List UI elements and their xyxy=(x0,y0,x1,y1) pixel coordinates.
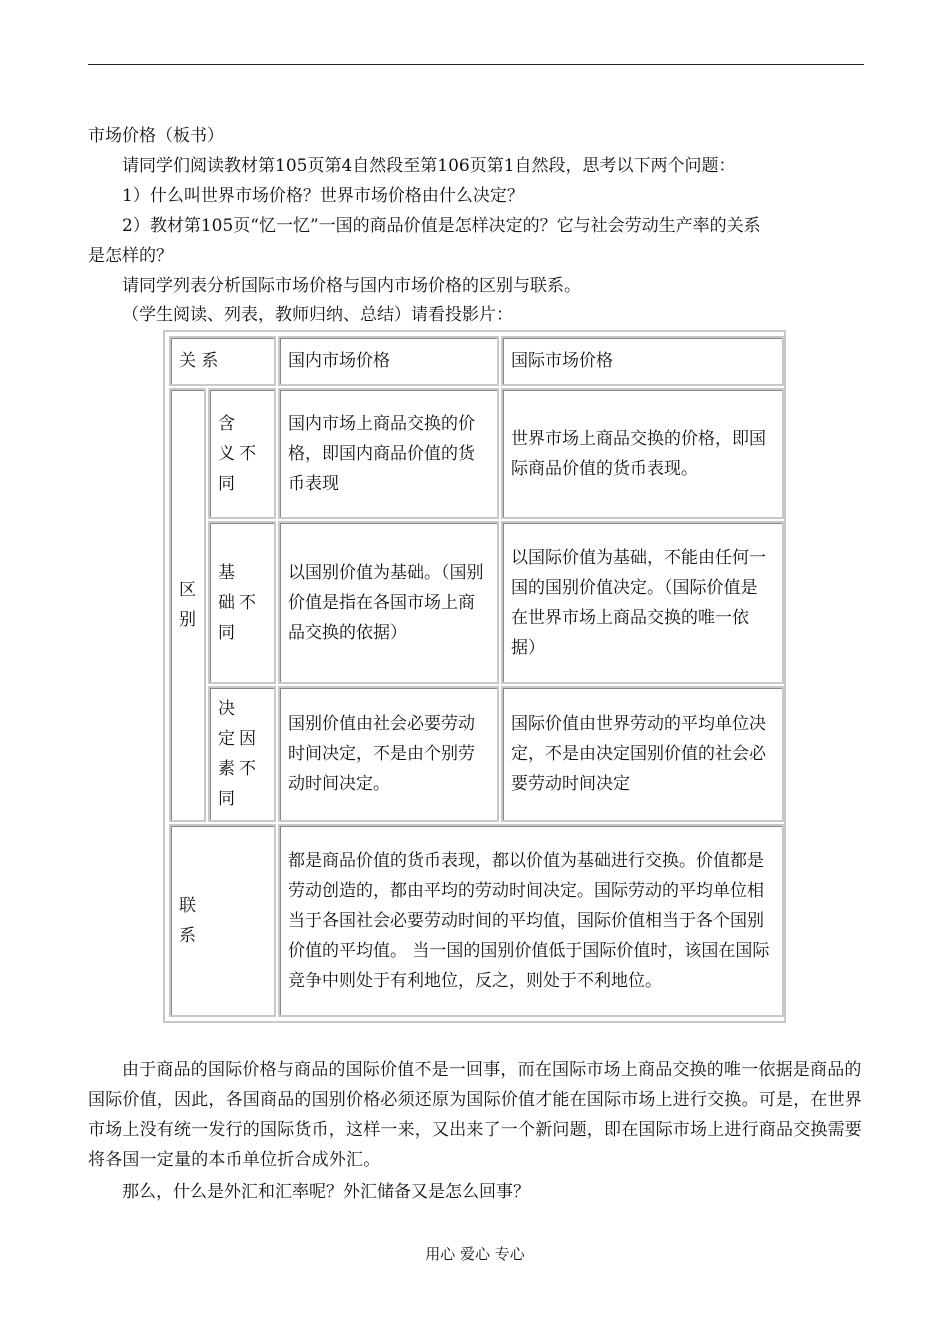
row-factor-domestic: 国别价值由社会必要劳动时间决定，不是由个别劳动时间决定。 xyxy=(278,686,499,822)
comparison-table xyxy=(163,330,786,1023)
row-factor-label: 决 定因 素不同 xyxy=(208,686,276,822)
row-factor-international: 国际价值由世界劳动的平均单位决定，不是由决定国别价值的社会必要劳动时间决定 xyxy=(501,686,784,822)
reading-instruction: 请同学们阅读教材第105页第4自然段至第106页第1自然段，思考以下两个问题： xyxy=(122,156,736,176)
header-domestic-price: 国内市场价格 xyxy=(278,336,499,386)
projection-note: （学生阅读、列表，教师归纳、总结）请看投影片： xyxy=(122,305,513,325)
body-paragraph: 由于商品的国际价格与商品的国际价值不是一回事，而在国际市场上商品交换的唯一依据是商品的国际价值，因此，各国商品的国别价格必须还原为国际价值才能在国际市场上进行交换。可是，在世界市场上没有统一发行的国际货币，这样一来，又出来了一个新问题，即在国际市场上进行商品交换需要将各国一定量的本币单位折合成外汇。 xyxy=(88,1060,862,1170)
question-2-line1: 2）教材第105页“忆一忆”一国的商品价值是怎样决定的？它与社会劳动生产率的关系 xyxy=(122,216,761,236)
row-basis-international: 以国际价值为基础，不能由任何一国的国别价值决定。（国际价值是在世界市场上商品交换的唯一依据） xyxy=(501,521,784,684)
relation-label: 联系 xyxy=(169,824,276,1017)
row-basis-label: 基 础不同 xyxy=(208,521,276,684)
row-meaning-international: 世界市场上商品交换的价格，即国际商品价值的货币表现。 xyxy=(501,388,784,519)
row-meaning-label: 含 义不同 xyxy=(208,388,276,519)
relation-text: 都是商品价值的货币表现，都以价值为基础进行交换。价值都是劳动创造的，都由平均的劳动时间决定。国际劳动的平均单位相当于各国社会必要劳动时间的平均值，国际价值相当于各个国别价值的平均值。 当一国的国别价值低于国际价值时，该国在国际竞争中则处于有利地位，反之，则处于不利地位。 xyxy=(278,824,784,1017)
table-task: 请同学列表分析国际市场价格与国内市场价格的区别与联系。 xyxy=(122,276,581,296)
header-rule xyxy=(88,64,864,65)
closing-question: 那么，什么是外汇和汇率呢？外汇储备又是怎么回事？ xyxy=(122,1182,530,1202)
section-heading: 市场价格（板书） xyxy=(88,126,224,146)
row-meaning-domestic: 国内市场上商品交换的价格，即国内商品价值的货币表现 xyxy=(278,388,499,519)
question-2-line2: 是怎样的？ xyxy=(88,246,173,266)
page-footer: 用心 爱心 专心 xyxy=(425,1245,525,1263)
question-1: 1）什么叫世界市场价格？世界市场价格由什么决定？ xyxy=(122,186,524,206)
header-relation: 关 系 xyxy=(169,336,276,386)
difference-label: 区别 xyxy=(169,388,206,822)
row-basis-domestic: 以国别价值为基础。（国别价值是指在各国市场上商品交换的依据） xyxy=(278,521,499,684)
header-international-price: 国际市场价格 xyxy=(501,336,784,386)
